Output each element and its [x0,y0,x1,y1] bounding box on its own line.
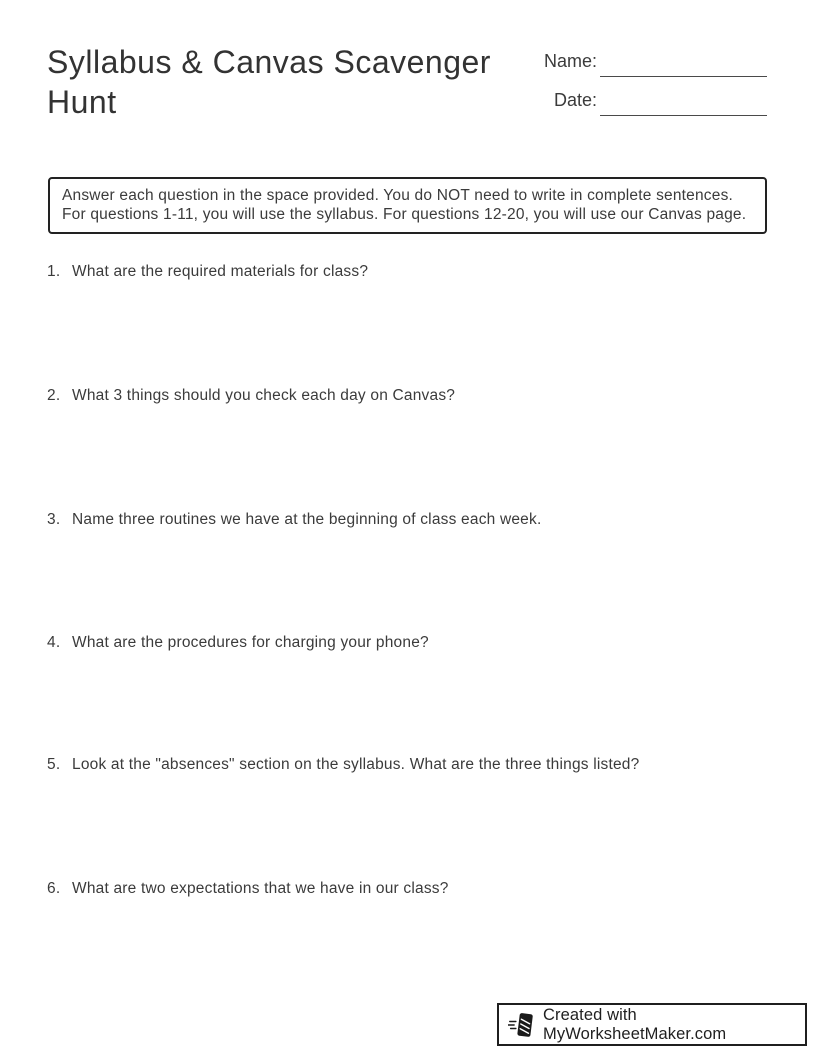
name-label: Name: [543,51,597,71]
date-input-line[interactable] [600,115,767,116]
answer-space-5[interactable] [47,779,767,874]
answer-space-4[interactable] [47,657,767,752]
date-label: Date: [553,90,597,110]
instructions-box: Answer each question in the space provided. You do NOT need to write in complete sentences. For questions 1-11, you will use the syllabus. For questions 12-20, you will use our Canvas page. [48,177,767,234]
question-number: 3. [47,511,61,528]
question-4 [47,633,747,652]
footer-credit-text: Created with MyWorksheetMaker.com [543,1005,727,1043]
question-text: What are the required materials for class? [72,263,369,280]
question-text: Look at the "absences" section on the syllabus. What are the three things listed? [72,756,640,773]
question-number: 6. [47,880,61,897]
worksheet-maker-badge[interactable] [497,1003,807,1046]
question-text: What are the procedures for charging your phone? [72,634,429,651]
question-number: 1. [47,263,61,280]
question-5 [47,755,747,774]
question-number: 2. [47,387,61,404]
question-text: What are two expectations that we have in our class? [72,880,449,897]
question-3 [47,510,747,529]
answer-space-1[interactable] [47,286,767,381]
question-1 [47,262,747,281]
question-text: Name three routines we have at the beginning of class each week. [72,511,542,528]
answer-space-3[interactable] [47,534,767,629]
name-input-line[interactable] [600,76,767,77]
question-number: 5. [47,756,61,773]
page-title: Syllabus & Canvas Scavenger Hunt [47,44,491,120]
answer-space-6[interactable] [47,903,767,998]
worksheet-maker-logo-icon [508,1010,536,1040]
question-number: 4. [47,634,61,651]
question-6 [47,879,747,898]
question-text: What 3 things should you check each day on Canvas? [72,387,456,404]
question-2 [47,386,747,405]
answer-space-2[interactable] [47,410,767,505]
